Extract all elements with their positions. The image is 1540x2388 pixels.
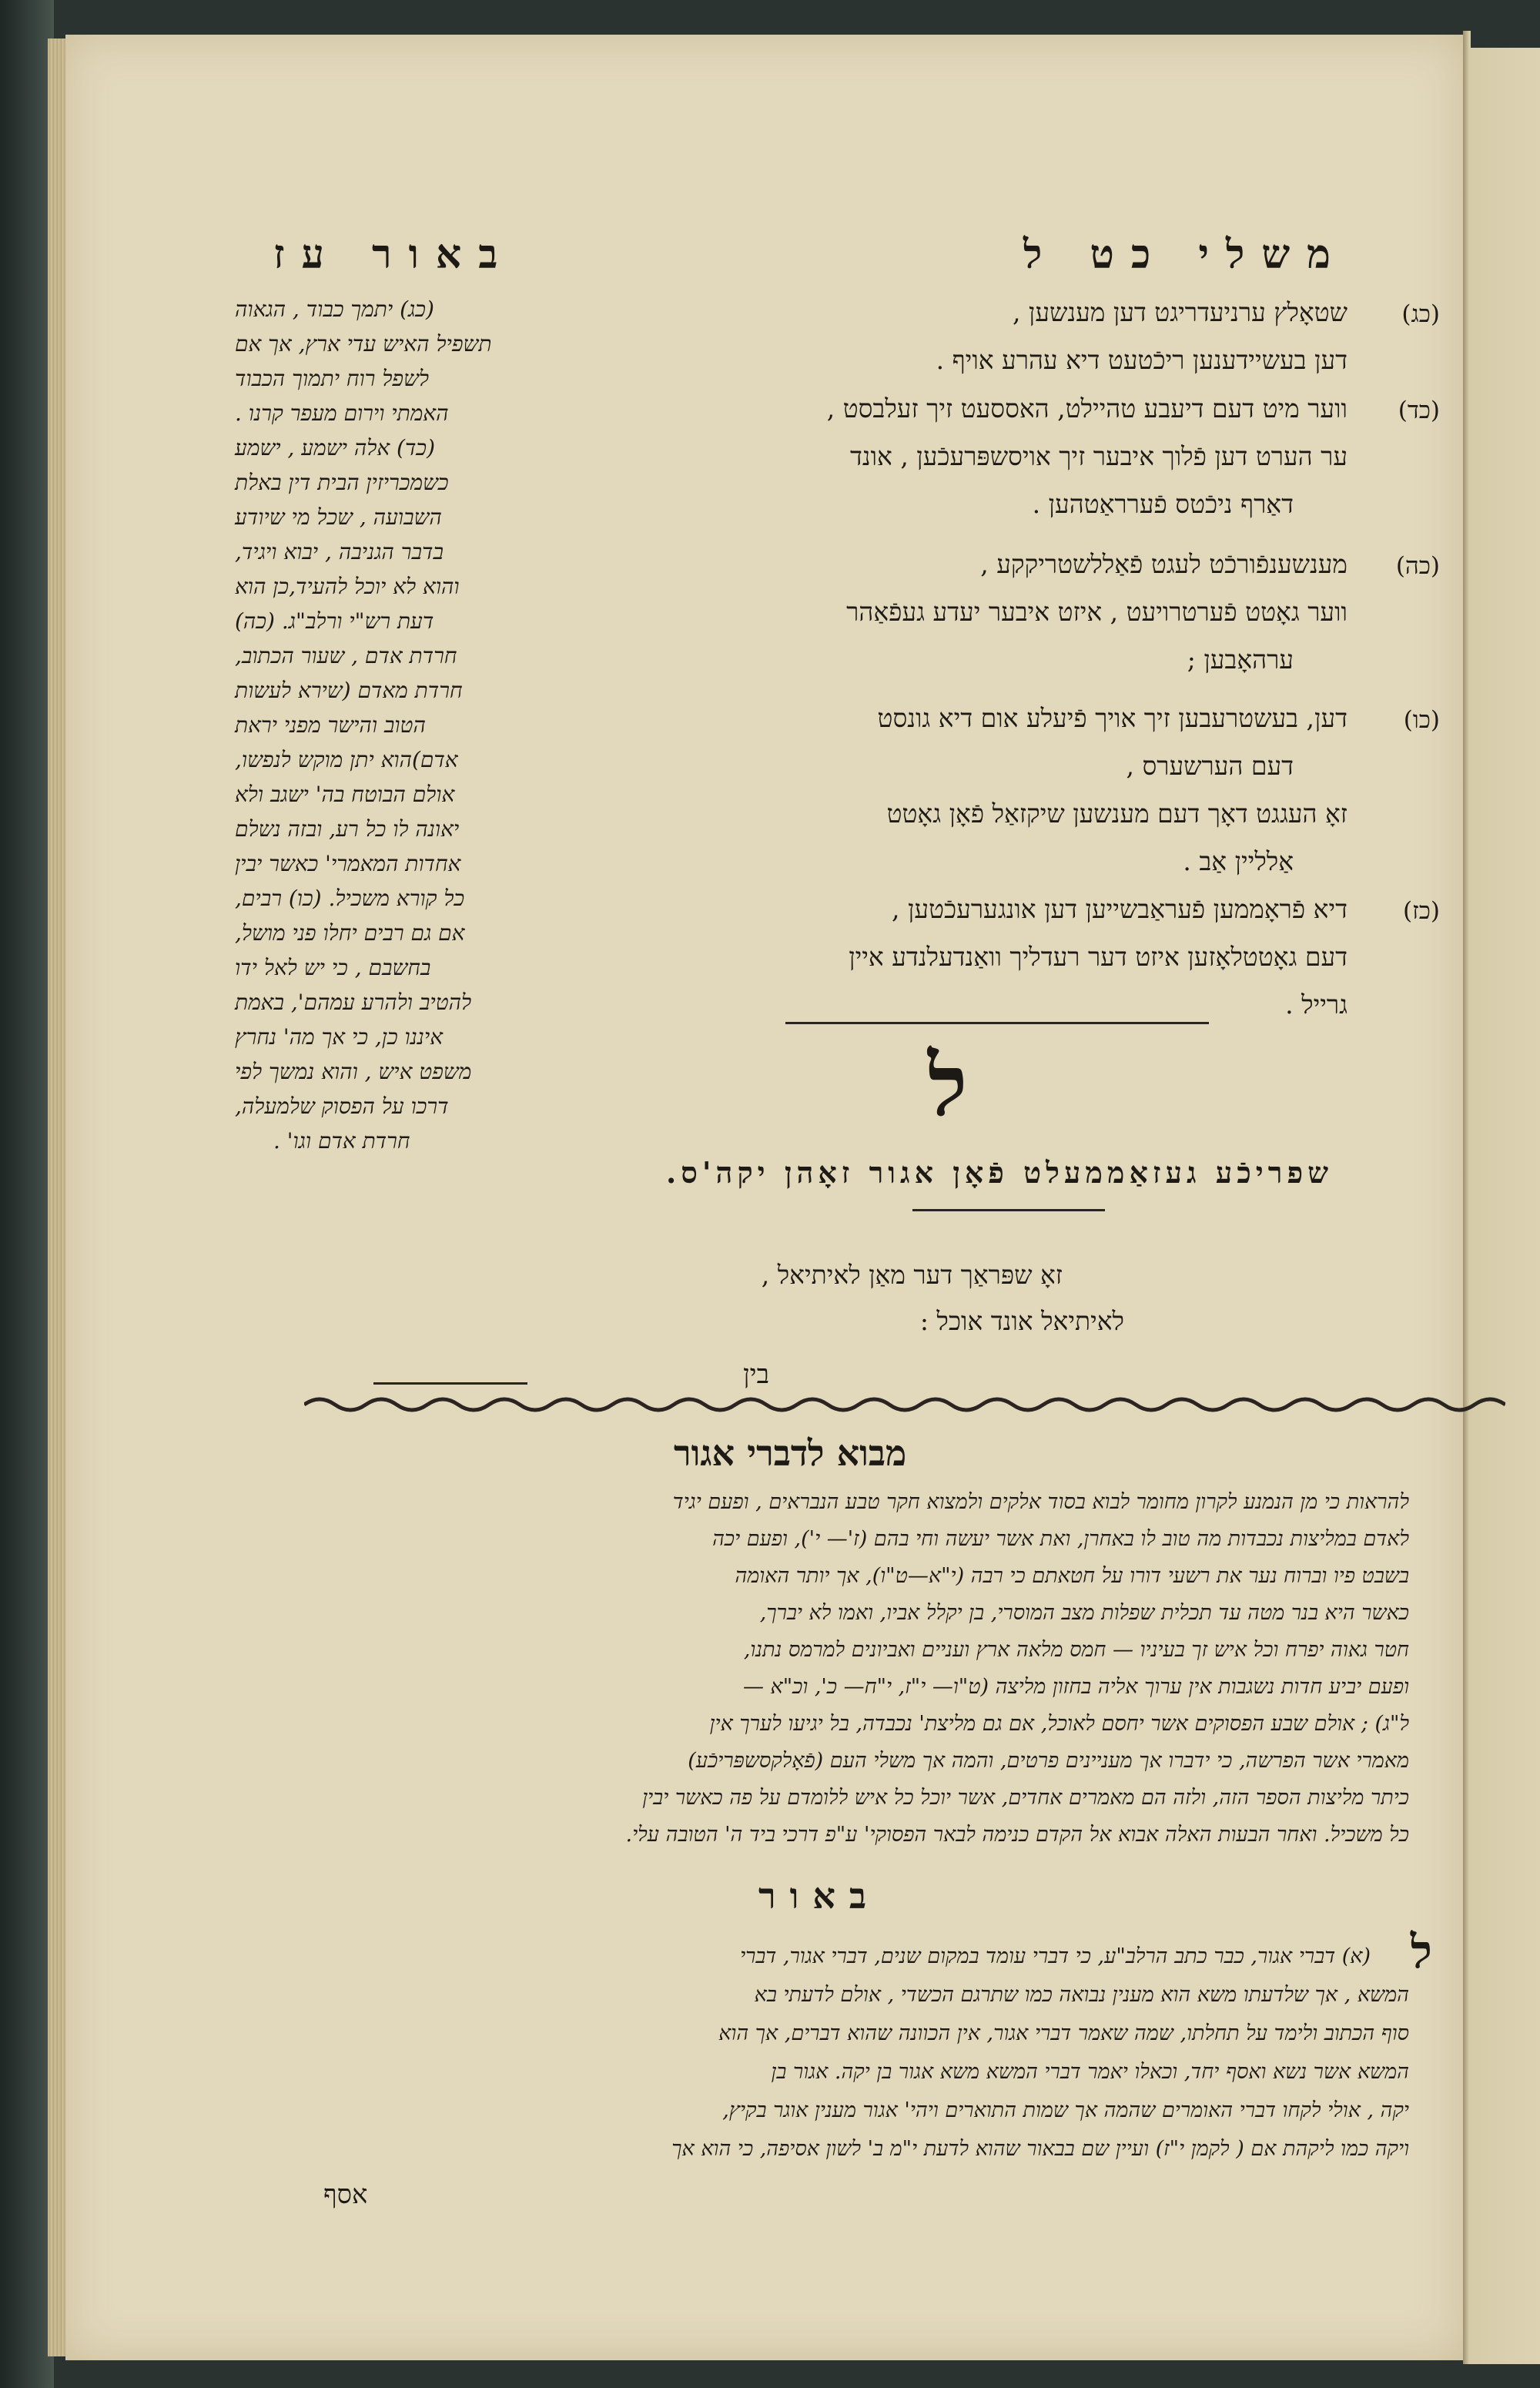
binding-top (1471, 31, 1540, 48)
biur-line: יקה , אולי לקחו דברי האומרים שהמה אך שמות התוארים ויהי' אגור מענין אוגר בקיץ, (722, 2098, 1409, 2122)
commentary-line: דעת רש"י ורלב"ג. (כה) (235, 608, 434, 634)
verse-line: דעם גאָטטלאָזען איזט דער רעדליך וואַנדעלנדע איין (849, 942, 1348, 972)
commentary-line: האמתי וירום מעפר קרנו . (235, 400, 449, 426)
verse-line: לאיתיאל אונד אוכל : (919, 1306, 1124, 1336)
commentary-line: אדם)הוא יתן מוקש לנפשו, (235, 747, 458, 772)
verse-line: שטאָלץ ערניעדריגט דען מענשען , (1012, 297, 1348, 327)
intro-line: להראות כי מן הנמנע לקרון מחומר לבוא בסוד אלקים ולמצוא חקר טבע הנבראים , ופעם יגיד (672, 1490, 1409, 1514)
biur-title: באור (758, 1875, 881, 1917)
commentary-line: בחשבם , כי יש לאל ידו (235, 955, 431, 980)
intro-line: ל"ג) ; אולם שבע הפסוקים אשר יחסם לאוכל, אם גם מליצת' נכבדה, בל יגיעו לערך אין (709, 1712, 1409, 1736)
commentary-line: חרדת מאדם (שירא לעשות (235, 678, 463, 703)
commentary-line: דרכו על הפסוק שלמעלה, (235, 1094, 449, 1119)
verse-line: דען, בעשטרעבען זיך אויך פֿיעלע אום דיא גונסט (877, 703, 1348, 733)
catchword: בין (743, 1359, 769, 1390)
intro-title: מבוא לדברי אגור (674, 1432, 907, 1474)
biur-line: סוף הכתוב ולימד על תחלתו, שמה שאמר דברי אגור, אין הכוונה שהוא דברים, אך הוא (718, 2021, 1409, 2045)
book-binding-left (0, 0, 54, 2388)
verse-line: זאָ שפּראַך דער מאַן לאיתיאל , (761, 1260, 1063, 1290)
chapter-rule-bottom (912, 1209, 1105, 1211)
verse-number: (כג) (1401, 300, 1440, 328)
chapter-title: שפריכֿע געזאַממעלט פֿאָן אגור זאָהן יקה'ס. (666, 1155, 1334, 1190)
commentary-line: הטוב והישר מפני יראת (235, 712, 426, 738)
commentary-line: השבועה , שכל מי שיודע (235, 504, 442, 530)
verse-number: (כה) (1395, 552, 1440, 580)
verse-line: ווער גאָטט פֿערטרויעט , איזט איבער יעדע געפֿאַהר (846, 597, 1348, 627)
commentary-line: והוא לא יוכל להעיד,כן הוא (235, 574, 460, 599)
intro-line: כאשר היא בנר מטה עד תכלית שפלות מצב המוסרי, בן יקלל אביו, ואמו לא יברך, (759, 1601, 1409, 1625)
intro-line: חטר גאוה יפרח וכל איש זך בעיניו — חמס מלאה ארץ ועניים ואביונים למרמס נתנו, (743, 1638, 1409, 1662)
biur-line: המשא , אך שלדעתו משא הוא מענין נבואה כמו שתרגם הכשדי , אולם לדעתי בא (754, 1983, 1409, 2007)
commentary-line: אם גם רבים יחלו פני מושל, (235, 920, 465, 946)
chapter-rule-top (785, 1022, 1209, 1024)
intro-line: בשבט פיו וברוח נער את רשעי דורו על חטאתם כי רבה (י"א—ט"ו), אך יותר האומה (735, 1564, 1409, 1588)
biur-chapter-letter: ל (1410, 1925, 1432, 1979)
biur-line: ויקה כמו ליקהת אם ( לקמן י"ז) ועיין שם בבאור שהוא לדעת י"מ ב' לשון אסיפה, כי הוא אך (671, 2137, 1409, 2161)
commentary-end-rule (373, 1382, 527, 1385)
commentary-line: חרדת אדם וגו' . (273, 1128, 410, 1154)
verse-line: דען בעשיידענען ריכֿטעט דיא עהרע אויף . (936, 345, 1348, 375)
running-header-right: משלי כט ל (1023, 231, 1348, 278)
commentary-line: (כד) אלה ישמע , ישמע (235, 435, 436, 461)
verse-line: דיא פֿראָממען פֿעראַבשייען דען אונגערעכֿטען , (892, 894, 1348, 924)
verse-line: ער הערט דען פֿלוך איבער זיך אויסשפּרעכֿען , אונד (849, 441, 1348, 471)
book-page (65, 35, 1463, 2360)
wavy-divider (304, 1394, 1505, 1415)
commentary-line: משפט איש , והוא נמשך לפי (235, 1059, 472, 1084)
verse-line: אַלליין אַב . (1183, 846, 1294, 876)
verse-number: (כו) (1403, 706, 1440, 734)
biur-line: המשא אשר נשא ואסף יחד, וכאלו יאמר דברי המשא משא אגור בן יקה. אגור בן (771, 2060, 1409, 2084)
commentary-line: חרדת אדם , שעור הכתוב, (235, 643, 457, 668)
catchword: אסף (323, 2179, 368, 2210)
intro-line: כיתר מליצות הספר הזה, ולזה הם מאמרים אחדים, אשר יוכל כל איש ללומדם על פה כאשר יבין (642, 1786, 1409, 1810)
commentary-line: בדבר הגניבה , יבוא ויגיד, (235, 539, 444, 564)
verse-number: (כד) (1398, 397, 1440, 424)
next-page-edge (1463, 31, 1540, 2364)
intro-line: לאדם במליצות נכבדות מה טוב לו באחרן, ואת אשר יעשה וחי בהם (ז'— י'), ופעם יכה (712, 1527, 1409, 1551)
verse-line: זאָ העגגט דאָך דעם מענשען שיקזאַל פֿאָן גאָטט (886, 799, 1348, 829)
running-header-left: באור עז (273, 231, 515, 278)
commentary-line: להטיב ולהרע עמהם', באמת (235, 990, 472, 1015)
biur-line: (א) דברי אגור, כבר כתב הרלב"ע, כי דברי עומד במקום שנים, דברי אגור, דברי (740, 1944, 1371, 1968)
commentary-line: כשמכריזין הבית דין באלת (235, 470, 449, 495)
commentary-line: אחדות המאמרי' כאשר יבין (235, 851, 461, 876)
commentary-line: אולם הבוטח בה' ישגב ולא (235, 782, 455, 807)
intro-line: ופעם יביע חדות נשגבות אין ערוך אליה בחזון מליצה (ט"ו— י"ז, י"ח— כ', וכ"א — (742, 1675, 1409, 1699)
intro-line: מאמרי אשר הפרשה, כי ידברו אך מעניינים פרטים, והמה אך משלי העם (פֿאָלקסשפּריכֿע) (688, 1749, 1409, 1773)
verse-line: גרייל . (1285, 990, 1348, 1020)
verse-line: דאַרף ניכֿטס פֿערראַטהען . (1032, 489, 1294, 519)
verse-number: (כז) (1403, 897, 1440, 925)
chapter-letter: ל (928, 1036, 968, 1135)
commentary-line: כל קורא משכיל. (כו) רבים, (235, 886, 465, 911)
commentary-line: לשפל רוח יתמוך הכבוד (235, 366, 430, 391)
commentary-line: (כג) יתמך כבוד , הגאוה (235, 296, 434, 322)
verse-line: מענשענפֿורכֿט לעגט פֿאַללשטריקקע , (980, 549, 1348, 579)
verse-line: ערהאָבען ; (1187, 645, 1294, 675)
verse-line: דעם הערשערס , (1126, 751, 1294, 781)
commentary-line: איננו כן, כי אך מה' נחרץ (235, 1024, 444, 1050)
commentary-line: יאונה לו כל רע, ובזה נשלם (235, 816, 460, 842)
commentary-line: תשפיל האיש עדי ארץ, אך אם (235, 331, 492, 357)
verse-line: ווער מיט דעם דיעבע טהיילט, האססעט זיך זעלבסט , (826, 394, 1348, 424)
intro-line: כל משכיל. ואחר הבעות האלה אבוא אל הקדם כנימה לבאר הפסוקי' ע"פ דרכי ביד ה' הטובה עלי. (625, 1823, 1409, 1847)
